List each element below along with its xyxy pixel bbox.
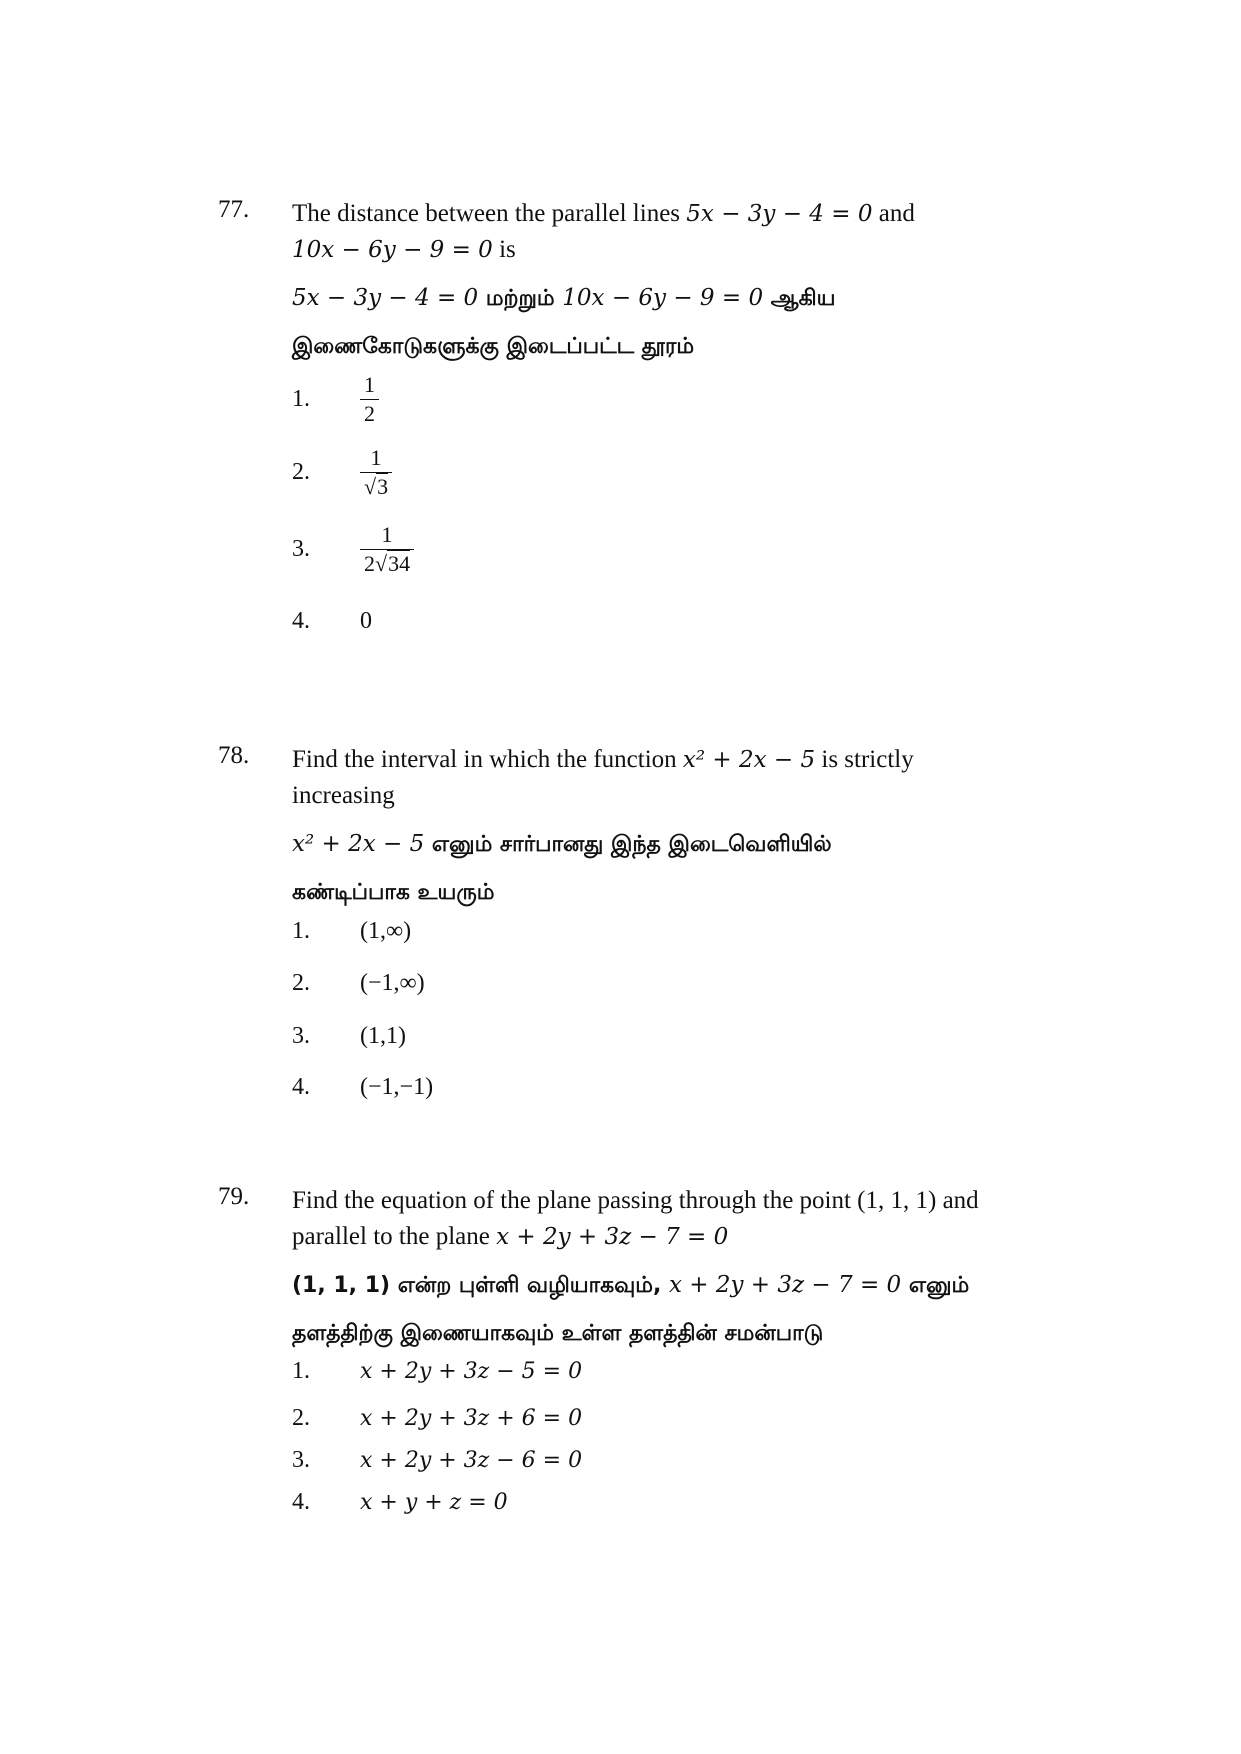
option-3 [292, 1447, 582, 1474]
option-4 [292, 608, 372, 635]
option-label: 4. [292, 1074, 310, 1100]
fraction [360, 371, 379, 428]
tamil-text: (1, 1, 1) என்ற புள்ளி வழியாகவும், [292, 1273, 669, 1298]
fraction [360, 444, 392, 501]
radicand: 34 [388, 551, 411, 576]
tamil-text: எனும் சார்பானது இந்த இடைவெளியில் [424, 832, 832, 857]
option-1 [292, 371, 379, 428]
option-value: x + 2y + 3z + 6 = 0 [360, 1406, 583, 1431]
option-2 [292, 970, 425, 997]
tamil-text: ஆகிய [763, 286, 836, 311]
english-text: Find the equation of the plane passing through the point (1, 1, 1) and [292, 1187, 979, 1214]
denominator [360, 550, 414, 578]
option-2 [292, 1405, 582, 1432]
question-number: 78. [218, 742, 250, 769]
question-tamil [292, 820, 1058, 917]
equation: x + 2y + 3z − 7 = 0 [668, 1272, 902, 1298]
option-value: x + 2y + 3z − 6 = 0 [360, 1448, 583, 1473]
tamil-text: இணைகோடுகளுக்கு இடைப்பட்ட தூரம் [292, 334, 695, 359]
option-value: (−1,∞) [360, 970, 425, 996]
option-value: (1,1) [360, 1023, 406, 1049]
radicand: 3 [377, 474, 389, 499]
english-text: and [872, 200, 915, 227]
denominator [360, 473, 392, 501]
tamil-text: தளத்திற்கு இணையாகவும் உள்ள தளத்தின் சமன்பாடு [292, 1321, 824, 1346]
numerator: 1 [381, 522, 393, 547]
question-78 [218, 742, 1058, 1100]
question-79 [218, 1183, 1058, 1515]
option-label: 3. [292, 536, 310, 562]
tamil-text: மற்றும் [478, 286, 563, 311]
option-value: (1,∞) [360, 918, 412, 944]
option-4 [292, 1074, 433, 1101]
tamil-text: கண்டிப்பாக உயரும் [292, 880, 495, 905]
option-3 [292, 521, 414, 578]
option-label: 3. [292, 1023, 310, 1049]
option-1 [292, 1358, 582, 1385]
option-value: 0 [360, 608, 372, 634]
option-label: 1. [292, 386, 310, 412]
english-text: is [492, 236, 516, 263]
sqrt-icon: √ [364, 474, 377, 499]
option-label: 2. [292, 459, 310, 485]
option-3 [292, 1023, 406, 1050]
option-4 [292, 1489, 508, 1516]
sqrt-icon: √ [375, 551, 388, 576]
question-tamil [292, 274, 1058, 371]
question-number: 79. [218, 1183, 250, 1210]
equation: 10x − 6y − 9 = 0 [562, 285, 764, 311]
question-body [292, 196, 1058, 371]
equation: 5x − 3y − 4 = 0 [292, 285, 479, 311]
equation: x² + 2x − 5 [292, 831, 425, 857]
question-english [292, 196, 1058, 268]
question-number: 77. [218, 196, 250, 223]
option-value: x + y + z = 0 [360, 1490, 508, 1515]
question-body [292, 1183, 1058, 1358]
option-label: 3. [292, 1447, 310, 1473]
question-77 [218, 196, 1058, 634]
option-label: 4. [292, 608, 310, 634]
coefficient: 2 [364, 551, 375, 576]
english-text: parallel to the plane [292, 1223, 497, 1250]
english-text: increasing [292, 782, 395, 809]
denominator: 2 [364, 401, 375, 426]
english-text: The distance between the parallel lines [292, 200, 687, 227]
option-label: 2. [292, 1405, 310, 1431]
fraction [360, 521, 414, 578]
numerator: 1 [370, 445, 382, 470]
numerator: 1 [364, 372, 375, 397]
english-text: is strictly [815, 746, 914, 773]
english-text: Find the interval in which the function [292, 746, 683, 773]
option-value: x + 2y + 3z − 5 = 0 [360, 1359, 583, 1384]
option-label: 1. [292, 1358, 310, 1384]
option-1 [292, 918, 411, 945]
question-tamil [292, 1261, 1058, 1358]
option-label: 4. [292, 1489, 310, 1515]
equation: 5x − 3y − 4 = 0 [686, 201, 873, 227]
question-english [292, 1183, 1058, 1255]
question-body [292, 742, 1058, 917]
question-english [292, 742, 1058, 814]
equation: 10x − 6y − 9 = 0 [292, 237, 493, 263]
equation: x + 2y + 3z − 7 = 0 [496, 1224, 729, 1250]
option-label: 1. [292, 918, 310, 944]
option-2 [292, 444, 392, 501]
option-value: (−1,−1) [360, 1074, 434, 1100]
tamil-text: எனும் [901, 1273, 970, 1298]
equation: x² + 2x − 5 [682, 747, 816, 773]
option-label: 2. [292, 970, 310, 996]
